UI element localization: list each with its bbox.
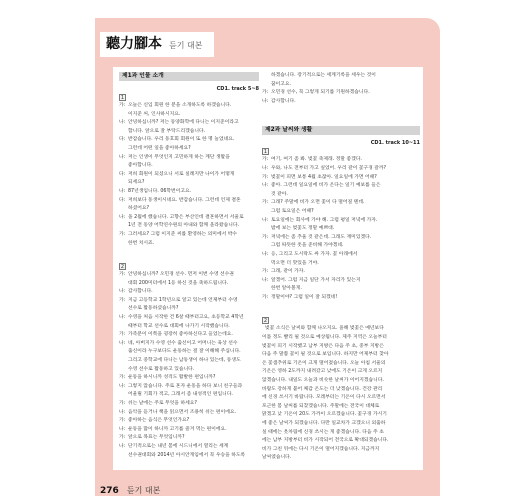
dialogue-text: 1년 전 동양 어학연수원의 아내와 함께 올라왔습니다. <box>128 223 240 229</box>
speaker-label: 나: <box>119 383 126 389</box>
dialogue-line <box>119 417 259 426</box>
dialogue-line <box>262 89 420 98</box>
dialogue-text: 좋아합니다. <box>128 163 153 169</box>
dialogue-line <box>119 374 259 383</box>
dialogue-text: 감사합니다. <box>271 98 296 104</box>
dialogue-line <box>119 305 259 314</box>
dialogue-line <box>119 136 259 145</box>
dialogue-line <box>262 191 420 200</box>
paragraph-line: 기온은 영하 2도까지 내려갔고 낮에도 기온이 크게 오르지 <box>262 369 383 375</box>
paragraph-line: 날씨였습니다. <box>262 455 292 461</box>
dialogue-text: 오늘은 신입 회원 한 분을 소개하도록 하겠습니다. <box>128 103 232 108</box>
paragraph-line: 에 좋은 날씨가 되겠습니다. 다만 일교차가 크겠으니 외출하 <box>262 421 386 426</box>
dialogue-line <box>119 357 259 366</box>
speaker-label: 가: <box>262 269 269 275</box>
speaker-label: 가: <box>119 103 126 108</box>
dialogue-line <box>119 128 259 137</box>
dialogue-text: 한번 알아볼게. <box>271 286 302 292</box>
dialogue-line <box>119 452 259 461</box>
dialogue-text: 감사합니다. <box>128 289 153 295</box>
paragraph-line: 벚꽃 소식은 날씨와 함께 나오지요. 올해 벚꽃은 예년보다 <box>262 326 384 332</box>
dialogue-text: 올 2월에 했습니다. 고향은 부산인데 결혼하면서 서울로 <box>128 214 244 220</box>
dialogue-text: 오민경 선수, 꼭 그렇게 되기를 기원하겠습니다. <box>271 90 370 96</box>
dialogue-text: 저희 회원이 되셨으니 서로 실례지만 나이가 어떻게 <box>128 171 235 177</box>
dialogue-line <box>119 197 259 206</box>
dialogue-line <box>119 409 259 418</box>
dialogue-line <box>262 81 420 90</box>
dialogue-line <box>119 145 259 154</box>
speaker-label: 가: <box>119 418 126 424</box>
dialogue-text: 음악을 듣거나 책을 읽으면서 조용히 쉬는 편이에요. <box>128 409 236 415</box>
dialogue-text: 토요일에는 회사에 가야 해. 그럼 평일 저녁에 가자. <box>271 217 378 223</box>
paragraph-line: 온 꽃샘추위로 기온이 크게 떨어졌습니다. 오늘 아침 서울의 <box>262 360 386 366</box>
speaker-label: 나: <box>262 277 269 283</box>
lesson-title-bar: 제1과 인물 소개 <box>119 72 259 81</box>
speaker-label: 가: <box>119 272 126 278</box>
dialogue-text: 저희보다 동생이시네요. 반갑습니다. 그런데 언제 결혼 <box>128 197 241 203</box>
speaker-label: 가: <box>119 375 126 381</box>
speaker-label: 다: <box>119 197 126 203</box>
paragraph-line: 맑겠고 낮 기온이 20도 가까이 오르겠습니다. 꽃구경 가시기 <box>262 412 387 418</box>
dialogue-line <box>119 102 259 111</box>
paragraph-line: 다음 주 말쯤 꽃이 필 것으로 보입니다. 하지만 어제부터 찾아 <box>262 352 389 358</box>
paragraph-line: 않겠습니다. 내일도 오늘과 비슷한 날씨가 이어지겠습니다. <box>262 378 384 384</box>
speaker-label: 가: <box>262 90 269 96</box>
speaker-label: 가: <box>262 200 269 206</box>
page-header <box>100 32 214 57</box>
dialogue-line <box>262 165 420 174</box>
dialogue-text: 그런데 어떤 일을 좋아하세요? <box>128 145 191 151</box>
dialogue-text: 그래? 주말에 비가 오면 꽃이 다 떨어질 텐데. <box>271 200 365 206</box>
dialogue-line <box>119 323 259 332</box>
dialogue-text: 꿈이고요. <box>271 81 292 87</box>
dialogue-line <box>262 268 420 277</box>
dialogue-text: 그러세요? 그럼 이지준 씨를 환영하는 의미에서 박수 <box>128 231 238 237</box>
speaker-label: 나: <box>119 154 126 160</box>
dialogue-text: 운동을 하시니까 성격도 활발한 편입니까? <box>128 375 216 381</box>
dialogue-line <box>119 240 259 249</box>
dialogue-line <box>262 285 420 294</box>
dialogue-line <box>119 391 259 400</box>
dialogue-line <box>119 331 259 340</box>
dialogue-line <box>119 231 259 240</box>
paragraph-line: 에는 남부 지방부터 비가 시작되어 전국으로 확대되겠습니다. <box>262 438 389 444</box>
right-column <box>262 72 420 468</box>
dialogue-text: 저는 인생이 무엇인지 고민하게 하는 계단 생활을 <box>128 154 230 160</box>
speaker-label: 가: <box>262 174 269 180</box>
speaker-label: 나: <box>119 315 126 321</box>
dialogue-text: 지금 고등학교 1학년으로 알고 있는데 언제부터 수영 <box>128 297 238 303</box>
dialogue-text: 것 같아. <box>271 191 288 197</box>
dialogue-text: 그렇지 않습니다. 주로 혼자 운동을 하다 보니 친구들과 <box>128 383 243 389</box>
dialogue-line <box>262 294 420 303</box>
speaker-label: 가: <box>119 435 126 441</box>
dialogue-text: 밤에 보는 벚꽃도 정말 예쁘대. <box>271 226 335 232</box>
dialogue-text: 알겠어. 그럼 지금 일단 가서 자리가 있는지 <box>271 277 361 283</box>
dialogue-line <box>119 188 259 197</box>
dialogue-text: 저녁에는 좀 추울 것 같은데. 그래도 재미있겠다. <box>271 234 372 240</box>
left-column <box>119 72 259 468</box>
dialogue-text: 네, 아버지가 수영 선수 출신이고 어머니는 육상 선수 <box>128 340 238 346</box>
dialogue-text: 그래, 같이 가자. <box>271 269 305 275</box>
dialogue-line <box>119 400 259 409</box>
header-title-korean: 듣기 대본 <box>169 41 203 50</box>
dialogue-text: 수영 선수로 활동하고 있습니다. <box>128 366 195 372</box>
speaker-label: 가: <box>262 234 269 240</box>
speaker-label: 나: <box>262 183 269 189</box>
speaker-label: 나: <box>262 251 269 257</box>
cd-track-label: CD1. track 10~11 <box>370 140 420 147</box>
dialogue-text: 안녕하십니까? 저는 동양화학에 다니는 이지준이라고 <box>128 120 239 126</box>
dialogue-line <box>119 154 259 163</box>
speaker-label: 가: <box>119 401 126 406</box>
dialogue-line <box>119 426 259 435</box>
paragraph-line: 이틀 정도 빨리 필 것으로 예상됩니다. 제주 지역은 오늘부터 <box>262 335 387 341</box>
speaker-label: 다: <box>119 171 126 177</box>
paragraph-line: 에 신경 쓰시기 바랍니다. 모레부터는 기온이 다시 오르면서 <box>262 395 386 401</box>
dialogue-line <box>119 443 259 452</box>
paragraph-line: 포근한 봄 날씨를 되찾겠습니다. 주말에는 전국이 대체로 <box>262 403 380 409</box>
dialogue-text: 선수로 활동하셨습니까? <box>128 306 179 312</box>
dialogue-line <box>119 214 259 223</box>
speaker-label: 가: <box>119 332 126 338</box>
speaker-label: 나: <box>262 165 269 171</box>
speaker-label: 가: <box>119 231 126 237</box>
paragraph-line: 바람도 강하게 불어 체감 온도는 더 낮겠습니다. 건강 관리 <box>262 386 383 392</box>
dialogue-text: 정말이야? 그럼 일이 잘 되겠네! <box>271 294 338 300</box>
dialogue-line <box>119 288 259 297</box>
dialogue-line <box>262 182 420 191</box>
speaker-label: 나: <box>119 340 126 346</box>
dialogue-line <box>262 217 420 226</box>
dialogue-line <box>262 251 420 260</box>
dialogue-text: 운동을 많이 하니까 고기를 즐겨 먹는 편이에요. <box>128 426 227 432</box>
dialogue-line <box>119 171 259 180</box>
dialogue-line <box>262 208 420 217</box>
dialogue-text: 그럼 토요일은 어때? <box>271 208 314 214</box>
dialogue-line <box>262 98 420 107</box>
paragraph-line: 벚꽃이 피기 시작했고 남부 지방은 다음 주 초, 중부 지방은 <box>262 343 384 349</box>
part-number-box: 2 <box>263 318 268 325</box>
speaker-label: 나: <box>119 426 126 432</box>
dialogue-line <box>262 174 420 183</box>
dialogue-text: 여기, 여기 좀 봐. 벚꽃 축제래. 정말 좋겠다. <box>271 157 362 163</box>
speaker-label: 나: <box>119 188 126 194</box>
part-number-box: 2 <box>120 264 125 271</box>
dialogue-text: 때부터 학교 선수로 대회에 나가기 시작했습니다. <box>128 323 230 329</box>
dialogue-text: 수영을 처음 시작한 건 6살 때부터고요, 초등학교 4학년 <box>128 315 244 321</box>
dialogue-text: 안녕하십니까? 오민경 선수. 먼저 이번 수영 선수권 <box>128 272 234 278</box>
dialogue-text: 벚꽃이 피면 보통 4월 초잖아. 일요일에 가면 어때? <box>271 174 377 180</box>
dialogue-text: 좋아하는 음식은 무엇인가요? <box>128 418 190 424</box>
dialogue-text: 가족분이 이쪽을 굉장히 좋아하신다고 들었는데요. <box>128 332 233 338</box>
dialogue-text: 단기적으로는 내년 봄에 시드니에서 열리는 세계 <box>128 443 229 449</box>
dialogue-text: 그럼 따뜻한 옷을 준비해 가야겠네. <box>271 243 344 249</box>
dialogue-text: 어울릴 기회가 적고, 그래서 좀 내성적인 편입니다. <box>128 392 233 398</box>
dialogue-text: 반갑습니다. 우리 동호회 회원이 또 한 명 늘었네요. <box>128 137 235 143</box>
dialogue-line <box>119 271 259 280</box>
dialogue-line <box>262 156 420 165</box>
paragraph-line: 비가 그친 뒤에는 다시 기온이 떨어지겠습니다. 지금까지 <box>262 446 380 452</box>
speaker-label: 나: <box>119 443 126 449</box>
speaker-label: 가: <box>119 297 126 303</box>
speaker-label: 나: <box>119 214 126 220</box>
speaker-label: 나: <box>119 289 126 295</box>
dialogue-text: 응, 그리고 도시락도 싸 가자. 꽃 아래에서 <box>271 251 358 257</box>
dialogue-text: 87년생입니다. 06학번이고요. <box>128 188 192 194</box>
speaker-label: 나: <box>262 217 269 223</box>
speaker-label: 나: <box>262 98 269 104</box>
dialogue-text: 그리고 중학교에 다니는 남동생이 하나 있는데, 동생도 <box>128 358 241 364</box>
speaker-label: 나: <box>119 120 126 126</box>
dialogue-line <box>262 72 420 81</box>
dialogue-text: 하셨어요? <box>128 206 150 212</box>
dialogue-text: 하겠습니다. 장기적으로는 세계기록을 세우는 것이 <box>271 73 376 78</box>
page-number: 276 <box>100 486 119 496</box>
speaker-label: 가: <box>262 294 269 300</box>
dialogue-text: 우와, 나도 전부터 가고 싶었어. 우리 같이 꽃구경 갈까? <box>271 165 387 171</box>
page-footer <box>100 482 160 497</box>
dialogue-text: 대회 200미터에서 1등 하신 것을 축하드립니다. <box>128 280 229 286</box>
part-number-box: 1 <box>263 149 268 156</box>
dialogue-line <box>119 366 259 375</box>
dialogue-line <box>119 297 259 306</box>
dialogue-line <box>119 280 259 289</box>
part-number-box: 1 <box>120 95 125 101</box>
dialogue-line <box>262 199 420 208</box>
paragraph-line: 실 때에는 옷차림에 신경 쓰시는 게 좋겠습니다. 다음 주 초 <box>262 429 384 435</box>
dialogue-line <box>119 119 259 128</box>
dialogue-line <box>119 348 259 357</box>
dialogue-line <box>119 383 259 392</box>
dialogue-line <box>119 205 259 214</box>
dialogue-line <box>262 260 420 269</box>
cd-track-label: CD1. track 5~8 <box>216 86 259 92</box>
dialogue-line <box>119 111 259 120</box>
dialogue-line <box>119 434 259 443</box>
speaker-label: 나: <box>119 409 126 415</box>
dialogue-text: 선수권대회와 2014년 아시안게임에서 꼭 우승을 하도록 <box>128 452 246 458</box>
dialogue-text: 이지준 씨, 인사하시지요. <box>128 111 181 117</box>
dialogue-line <box>119 222 259 231</box>
speaker-label: 가: <box>262 157 269 163</box>
dialogue-text: 되세요? <box>128 180 145 186</box>
dialogue-text: 한번 치시죠. <box>128 240 155 246</box>
dialogue-line <box>262 225 420 234</box>
dialogue-line <box>262 242 420 251</box>
dialogue-line <box>119 179 259 188</box>
header-title-hanja: 聽力腳本 <box>106 36 162 52</box>
footer-label: 듣기 대본 <box>126 486 161 495</box>
dialogue-line <box>119 314 259 323</box>
dialogue-line <box>262 234 420 243</box>
dialogue-text: 앞으로 목표는 무엇입니까? <box>128 435 185 441</box>
dialogue-text: 좋아. 그런데 일요일에 비가 온다는 일기 예보를 들은 <box>271 183 381 189</box>
dialogue-line <box>262 277 420 286</box>
speaker-label: 다: <box>119 137 126 143</box>
dialogue-line <box>119 340 259 349</box>
dialogue-text: 합니다. 앞으로 잘 부탁드리겠습니다. <box>128 128 206 134</box>
dialogue-text: 출신이라 누구보다도 운동하는 걸 잘 이해해 주십니다. <box>128 349 241 355</box>
dialogue-text: 먹으면 더 맛있을 거야. <box>271 260 319 266</box>
dialogue-text: 쉬는 날에는 주로 무엇을 하세요? <box>128 401 197 406</box>
dialogue-line <box>119 162 259 171</box>
lesson-title-bar: 제2과 날씨와 생활 <box>262 126 420 135</box>
